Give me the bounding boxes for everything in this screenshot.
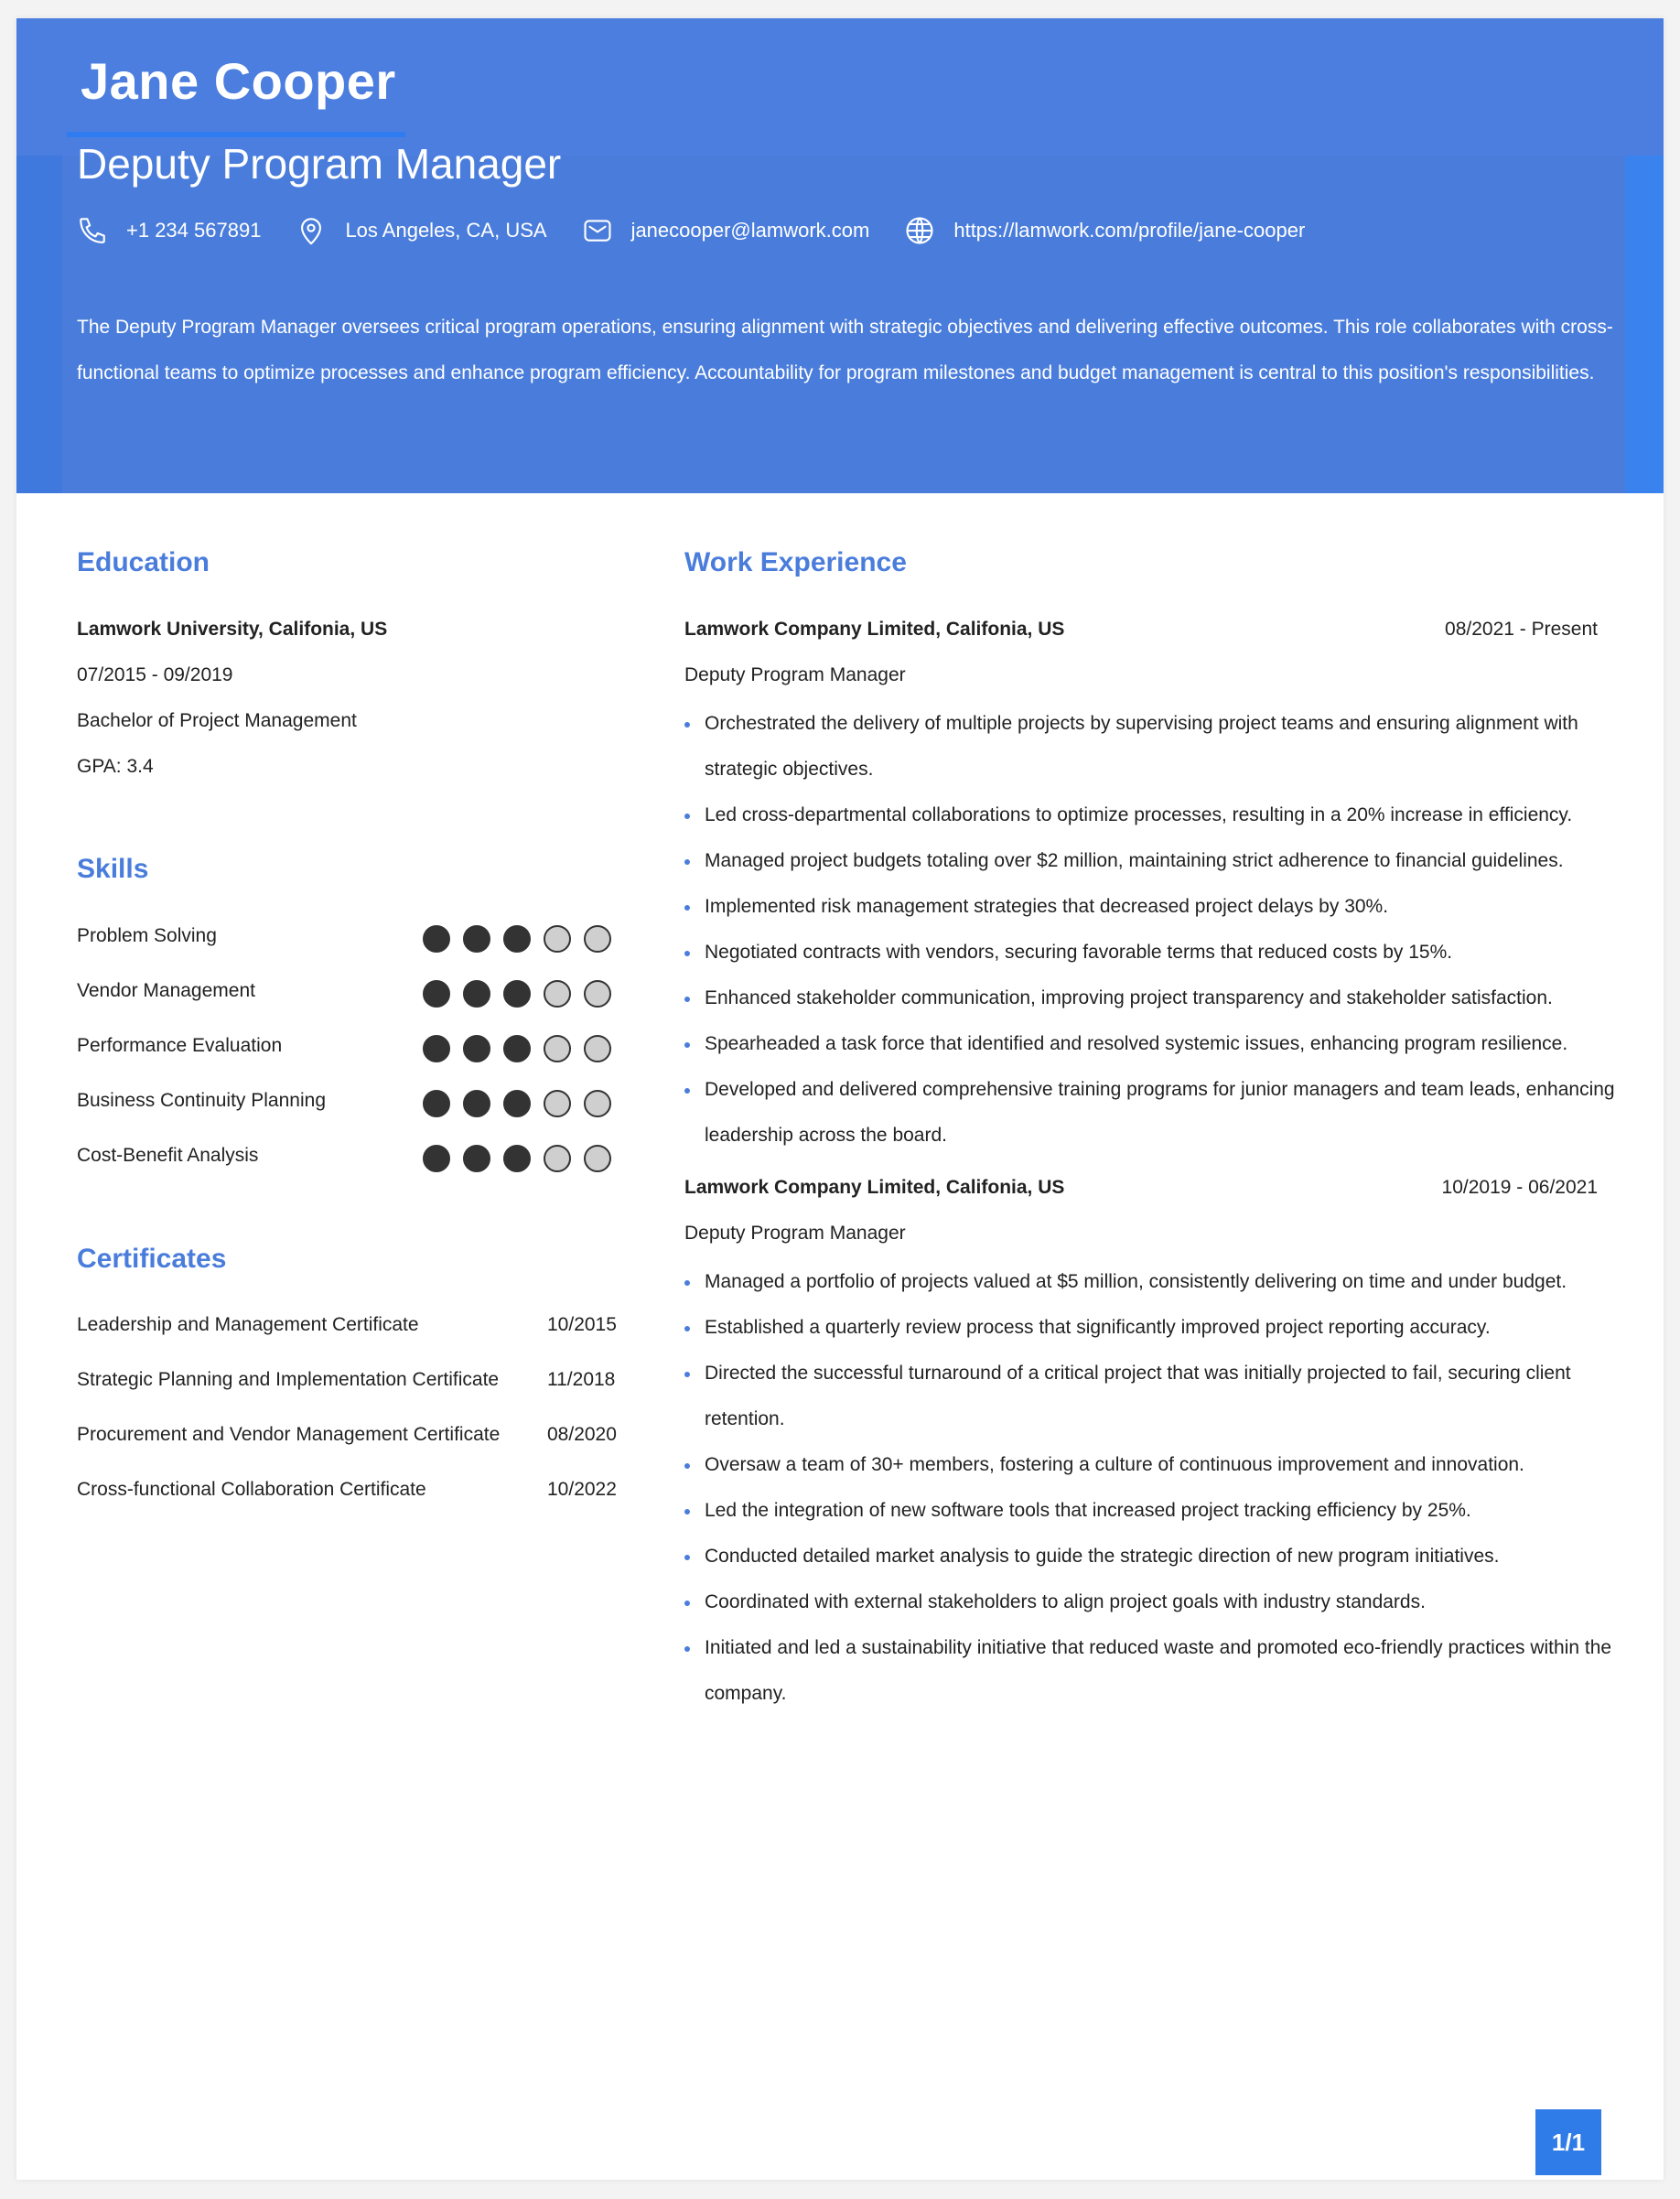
contact-list <box>77 209 1340 253</box>
job-bullet: Established a quarterly review process that significantly improved project reporting accuracy. <box>679 1305 1631 1351</box>
rating-dot-filled <box>423 980 450 1008</box>
skill-rating <box>423 925 624 953</box>
contact-phone-text: +1 234 567891 <box>126 219 262 242</box>
rating-dot-empty <box>544 1035 571 1062</box>
rating-dot-empty <box>584 925 611 953</box>
job-bullets <box>679 1259 1631 1717</box>
education-gpa: GPA: 3.4 <box>77 756 154 777</box>
rating-dot-empty <box>544 925 571 953</box>
mail-icon <box>582 215 613 246</box>
contact-website[interactable] <box>904 215 1305 246</box>
job-bullet: Initiated and led a sustainability initiative that reduced waste and promoted eco-friendly practices within the company. <box>679 1625 1631 1717</box>
certificate-name: Procurement and Vendor Management Certificate <box>77 1424 501 1445</box>
rating-dot-filled <box>503 925 531 953</box>
header-accent-left <box>16 156 62 493</box>
contact-email-text: janecooper@lamwork.com <box>630 219 870 242</box>
education-degree: Bachelor of Project Management <box>77 710 357 731</box>
job-bullet: Negotiated contracts with vendors, securing favorable terms that reduced costs by 15%. <box>679 930 1631 976</box>
job-dates: 08/2021 - Present <box>1445 619 1598 640</box>
certificate-date: 08/2020 <box>547 1424 617 1445</box>
job-bullet: Managed a portfolio of projects valued at $5 million, consistently delivering on time and under budget. <box>679 1259 1631 1305</box>
rating-dot-filled <box>463 1090 490 1117</box>
work-heading: Work Experience <box>684 547 907 577</box>
job-bullets <box>679 701 1631 1159</box>
rating-dot-empty <box>584 1090 611 1117</box>
certificate-name: Strategic Planning and Implementation Certificate <box>77 1369 500 1390</box>
job-bullet: Implemented risk management strategies that decreased project delays by 30%. <box>679 884 1631 930</box>
job-bullet: Enhanced stakeholder communication, improving project transparency and stakeholder satisfaction. <box>679 976 1631 1021</box>
rating-dot-filled <box>423 1090 450 1117</box>
candidate-title: Deputy Program Manager <box>77 140 562 188</box>
education-heading: Education <box>77 547 210 577</box>
job-bullet: Developed and delivered comprehensive training programs for junior managers and team leads, enhancing leadership across the board. <box>679 1067 1631 1159</box>
header-accent-right <box>1625 156 1664 493</box>
job-bullet: Orchestrated the delivery of multiple projects by supervising project teams and ensuring alignment with strategic objectives. <box>679 701 1631 792</box>
rating-dot-filled <box>423 925 450 953</box>
rating-dot-empty <box>584 980 611 1008</box>
location-icon <box>296 215 327 246</box>
rating-dot-empty <box>584 1145 611 1172</box>
skill-rating <box>423 1090 624 1117</box>
job-company: Lamwork Company Limited, Califonia, US <box>684 619 1065 640</box>
certificate-name: Cross-functional Collaboration Certificate <box>77 1479 426 1500</box>
job-bullet: Coordinated with external stakeholders to align project goals with industry standards. <box>679 1579 1631 1625</box>
certificate-date: 11/2018 <box>547 1369 616 1390</box>
job-bullet: Led the integration of new software tools that increased project tracking efficiency by 25%. <box>679 1488 1631 1534</box>
rating-dot-empty <box>544 1145 571 1172</box>
rating-dot-filled <box>503 1035 531 1062</box>
rating-dot-filled <box>423 1145 450 1172</box>
rating-dot-empty <box>544 980 571 1008</box>
rating-dot-empty <box>544 1090 571 1117</box>
skill-rating <box>423 980 624 1008</box>
job-role: Deputy Program Manager <box>684 664 906 685</box>
candidate-name: Jane Cooper <box>81 52 396 110</box>
skill-name: Problem Solving <box>77 925 217 946</box>
job-company: Lamwork Company Limited, Califonia, US <box>684 1177 1065 1198</box>
globe-icon <box>904 215 935 246</box>
phone-icon <box>77 215 108 246</box>
rating-dot-filled <box>463 925 490 953</box>
education-dates: 07/2015 - 09/2019 <box>77 664 233 685</box>
skills-heading: Skills <box>77 854 149 884</box>
rating-dot-filled <box>463 980 490 1008</box>
contact-email[interactable] <box>582 215 870 246</box>
profile-summary: The Deputy Program Manager oversees critical program operations, ensuring alignment with strategic objectives and delivering effective outcomes. This role collaborates with cross-functional teams to optimize processes and enhance program efficiency. Accountability for program milestones and budget management is central to this position's responsibilities. <box>77 317 1613 383</box>
skill-name: Vendor Management <box>77 980 255 1001</box>
skill-name: Performance Evaluation <box>77 1035 283 1056</box>
rating-dot-filled <box>463 1035 490 1062</box>
resume-header <box>16 18 1664 493</box>
certificate-date: 10/2022 <box>547 1479 617 1500</box>
skill-rating <box>423 1145 624 1172</box>
resume-page <box>16 18 1664 2180</box>
education-school: Lamwork University, Califonia, US <box>77 619 388 640</box>
job-bullet: Conducted detailed market analysis to guide the strategic direction of new program initiatives. <box>679 1534 1631 1579</box>
job-bullet: Led cross-departmental collaborations to optimize processes, resulting in a 20% increase in efficiency. <box>679 792 1631 838</box>
skill-rating <box>423 1035 624 1062</box>
certificates-heading: Certificates <box>77 1244 227 1274</box>
rating-dot-filled <box>503 980 531 1008</box>
job-dates: 10/2019 - 06/2021 <box>1441 1177 1598 1198</box>
header-accent-line <box>67 132 405 137</box>
rating-dot-filled <box>423 1035 450 1062</box>
certificate-date: 10/2015 <box>547 1314 617 1335</box>
job-bullet: Managed project budgets totaling over $2 million, maintaining strict adherence to financial guidelines. <box>679 838 1631 884</box>
skill-name: Business Continuity Planning <box>77 1090 326 1111</box>
job-bullet: Oversaw a team of 30+ members, fostering a culture of continuous improvement and innovation. <box>679 1442 1631 1488</box>
contact-location[interactable] <box>296 215 546 246</box>
certificate-name: Leadership and Management Certificate <box>77 1314 419 1335</box>
rating-dot-filled <box>503 1090 531 1117</box>
skill-name: Cost-Benefit Analysis <box>77 1145 259 1166</box>
job-bullet: Spearheaded a task force that identified and resolved systemic issues, enhancing program resilience. <box>679 1021 1631 1067</box>
contact-website-text: https://lamwork.com/profile/jane-cooper <box>953 219 1306 242</box>
contact-phone[interactable] <box>77 215 261 246</box>
rating-dot-empty <box>584 1035 611 1062</box>
rating-dot-filled <box>463 1145 490 1172</box>
page-indicator: 1/1 <box>1535 2109 1601 2175</box>
rating-dot-filled <box>503 1145 531 1172</box>
contact-location-text: Los Angeles, CA, USA <box>345 219 547 242</box>
job-role: Deputy Program Manager <box>684 1223 906 1244</box>
job-bullet: Directed the successful turnaround of a critical project that was initially projected to fail, securing client retention. <box>679 1351 1631 1442</box>
